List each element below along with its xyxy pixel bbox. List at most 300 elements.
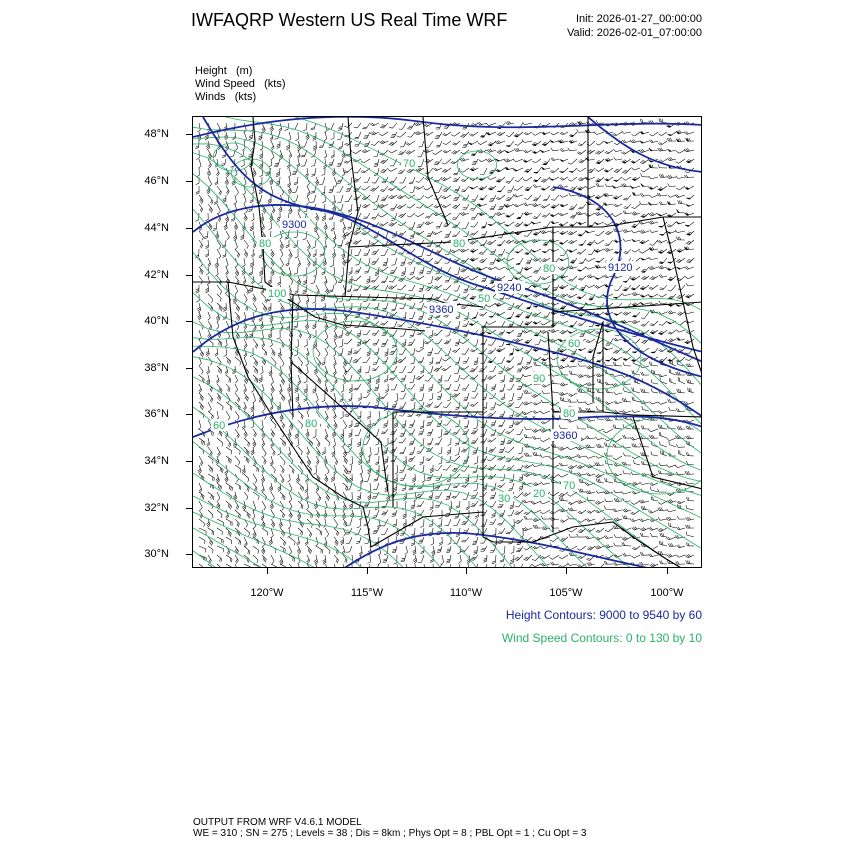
wind-contour-label <box>303 417 320 430</box>
wind-barb <box>224 438 232 447</box>
wind-barb <box>515 310 523 319</box>
wind-barb <box>510 555 514 565</box>
wind-barb <box>385 564 389 568</box>
wind-barb <box>640 443 650 447</box>
wind-barb <box>268 429 275 437</box>
wind-barb <box>533 525 541 528</box>
wind-barb <box>292 185 298 194</box>
wind-barb <box>353 193 361 201</box>
wind-barb <box>594 237 604 244</box>
wind-barb <box>569 534 577 537</box>
wind-barb <box>460 210 469 216</box>
wind-barb <box>676 408 685 412</box>
wind-barb <box>313 267 317 277</box>
wind-barb <box>551 156 559 161</box>
wind-barb <box>391 320 397 329</box>
wind-barb <box>577 183 586 191</box>
wind-barb <box>577 543 586 551</box>
wind-barb <box>587 273 595 279</box>
lat-tick <box>186 508 192 509</box>
wind-barb <box>595 462 604 466</box>
wind-barb <box>439 537 443 545</box>
wind-barb <box>496 165 505 173</box>
wind-barb <box>585 129 595 134</box>
wind-barb <box>331 465 337 475</box>
wind-barb <box>214 474 220 483</box>
wind-barb <box>506 327 514 334</box>
wind-barb <box>649 164 659 168</box>
wind-barb <box>198 546 207 552</box>
wind-barb <box>389 346 397 355</box>
wind-barb <box>400 257 406 267</box>
wind-barb <box>560 516 568 523</box>
wind-barb <box>426 418 433 426</box>
wind-barb <box>498 202 505 211</box>
wind-barb <box>278 438 287 446</box>
wind-barb <box>596 139 604 146</box>
wind-barb <box>650 399 658 405</box>
wind-barb <box>363 400 370 409</box>
wind-barb <box>523 553 532 562</box>
lon-tick <box>367 568 368 574</box>
wind-barb <box>259 150 263 159</box>
wind-barb <box>613 309 622 316</box>
wind-barb <box>250 222 253 231</box>
wind-barb <box>195 141 199 149</box>
wind-barb <box>294 267 298 275</box>
wind-barb <box>577 471 586 476</box>
wind-barb <box>411 501 415 510</box>
wind-barb <box>304 429 310 438</box>
wind-barb <box>311 275 316 284</box>
wind-barb <box>579 256 586 265</box>
wind-barb <box>232 393 240 402</box>
wind-barb <box>196 456 203 466</box>
wind-barb <box>356 329 361 337</box>
wind-barb <box>241 537 248 547</box>
wind-barb <box>641 426 649 429</box>
wind-barb <box>447 447 451 455</box>
wind-barb <box>577 534 586 537</box>
wind-barb <box>668 359 677 366</box>
wind-barb <box>381 508 388 516</box>
wind-barb <box>686 238 694 246</box>
wind-barb <box>543 310 550 319</box>
wind-contour-label <box>531 487 548 500</box>
wind-barb <box>640 129 649 135</box>
wind-barb <box>613 453 622 460</box>
wind-barb <box>364 266 370 274</box>
wind-barb <box>686 256 694 264</box>
wind-barb <box>649 282 658 290</box>
wind-barb <box>650 451 658 456</box>
wind-barb <box>622 398 631 402</box>
wind-barb <box>666 534 676 540</box>
wind-barb <box>550 219 559 225</box>
wind-barb <box>514 490 523 499</box>
wind-barb <box>214 204 221 214</box>
wind-barb <box>223 276 230 284</box>
wind-barb <box>524 193 532 201</box>
wind-barb <box>223 132 228 140</box>
wind-barb <box>354 527 361 537</box>
wind-barb <box>463 329 469 338</box>
wind-barb <box>294 177 298 186</box>
wind-barb <box>514 336 523 343</box>
wind-barb <box>331 357 337 366</box>
wind-barb <box>259 366 264 374</box>
wind-barb <box>223 474 229 483</box>
wind-barb <box>250 258 254 267</box>
wind-barb <box>400 374 406 382</box>
wind-barb <box>215 564 223 568</box>
wind-barb <box>304 348 310 357</box>
wind-barb <box>585 174 595 181</box>
wind-barb <box>558 138 568 144</box>
wind-barb <box>287 537 296 545</box>
wind-barb <box>277 519 283 528</box>
wind-barb <box>410 266 415 275</box>
wind-barb <box>649 147 658 152</box>
wind-barb <box>417 220 424 229</box>
wind-barb <box>214 249 221 259</box>
wind-barb <box>303 276 307 285</box>
wind-barb <box>231 123 235 131</box>
wind-barb <box>241 348 247 357</box>
wind-barb <box>497 427 505 436</box>
wind-barb <box>364 473 370 483</box>
wind-barb <box>286 330 293 338</box>
wind-barb <box>523 498 532 503</box>
wind-barb <box>491 383 496 391</box>
wind-barb <box>374 347 379 355</box>
wind-barb <box>640 525 649 532</box>
wind-barb <box>658 489 667 492</box>
lat-tick <box>186 321 192 322</box>
wind-barb <box>649 525 658 531</box>
wind-barb <box>559 237 568 245</box>
wind-barb <box>578 274 586 282</box>
wind-barb <box>362 202 370 209</box>
wind-barb <box>241 339 248 348</box>
wind-barb <box>250 195 253 203</box>
wind-barb <box>595 426 604 432</box>
wind-barb <box>418 536 424 544</box>
wind-contour-line <box>457 151 496 179</box>
wind-barb <box>541 516 550 519</box>
wind-barb <box>409 446 415 456</box>
boundary-line <box>348 227 553 247</box>
wind-barb <box>524 337 532 345</box>
wind-barb <box>313 510 320 518</box>
wind-barb <box>550 228 559 234</box>
wind-barb <box>463 392 469 402</box>
wind-barb <box>470 229 478 237</box>
wind-barb <box>632 237 640 242</box>
wind-barb <box>408 454 415 462</box>
wind-barb <box>622 534 631 541</box>
wind-barb <box>568 444 577 450</box>
wind-barb <box>416 175 424 184</box>
wind-barb <box>419 456 424 466</box>
wind-barb <box>370 120 379 126</box>
wind-barb <box>658 372 667 377</box>
wind-barb <box>676 264 685 270</box>
wind-barb <box>268 456 274 466</box>
wind-barb <box>513 156 523 162</box>
wind-barb <box>622 291 631 296</box>
wind-barb <box>577 453 586 458</box>
wind-barb <box>578 175 586 182</box>
wind-barb <box>385 438 388 446</box>
wind-barb <box>305 438 314 446</box>
wind-barb <box>650 370 658 375</box>
wind-barb <box>443 400 451 409</box>
wind-barb <box>371 256 379 266</box>
wind-barb <box>498 562 505 568</box>
wind-barb <box>651 346 658 354</box>
wind-barb <box>640 255 649 261</box>
wind-barb <box>595 210 604 216</box>
wind-barb <box>232 555 239 563</box>
wind-barb <box>340 249 346 259</box>
wind-barb <box>559 497 568 501</box>
wind-barb <box>332 555 340 563</box>
wind-barb <box>686 480 694 484</box>
wind-barb <box>621 156 631 164</box>
wind-barb <box>632 480 640 486</box>
wind-barb <box>340 537 344 545</box>
wind-barb <box>427 347 433 357</box>
wind-barb <box>196 195 204 204</box>
wind-barb <box>586 435 595 439</box>
wind-barb <box>347 464 352 474</box>
wind-barb <box>515 139 523 147</box>
wind-barb <box>480 130 487 138</box>
wind-barb <box>587 507 595 514</box>
wind-barb <box>394 420 398 428</box>
wind-barb <box>498 526 505 535</box>
wind-barb <box>506 193 514 202</box>
wind-barb <box>331 510 337 519</box>
wind-barb <box>505 255 514 262</box>
wind-barb <box>196 285 199 293</box>
wind-barb <box>197 267 205 275</box>
wind-barb <box>304 492 309 500</box>
wind-barb <box>243 564 252 568</box>
wind-barb <box>621 525 631 532</box>
wind-barb <box>658 147 667 151</box>
field-label-wind-speed <box>195 78 286 90</box>
wind-barb <box>685 183 694 190</box>
wind-barb <box>349 429 352 438</box>
wind-barb <box>542 211 550 219</box>
wind-barb <box>559 183 568 188</box>
wind-barb <box>531 219 541 225</box>
wind-contour-label <box>211 419 228 432</box>
wind-barb <box>623 193 631 201</box>
wind-barb <box>621 183 631 187</box>
wind-barb <box>363 436 370 445</box>
wind-barb <box>251 357 259 366</box>
wind-barb <box>425 211 433 219</box>
wind-barb <box>685 532 694 537</box>
wind-barb <box>487 436 496 444</box>
lon-label: 105°W <box>536 587 596 599</box>
wind-barb <box>550 471 559 479</box>
wind-barb <box>259 249 262 258</box>
wind-barb <box>371 211 379 220</box>
wind-barb <box>462 346 469 355</box>
wind-barb <box>430 465 433 473</box>
wind-barb <box>331 474 335 482</box>
lon-tick <box>566 568 567 574</box>
wind-barb <box>268 222 272 230</box>
wind-barb <box>331 366 337 375</box>
wind-barb <box>383 419 388 428</box>
wind-barb <box>425 400 433 408</box>
wind-barb <box>595 282 604 289</box>
wind-barb <box>513 165 523 172</box>
wind-barb <box>595 229 604 237</box>
wind-barb <box>372 526 379 534</box>
wind-barb <box>388 165 397 172</box>
wind-barb <box>586 453 595 459</box>
wind-barb <box>313 492 321 501</box>
wind-barb <box>588 247 595 255</box>
wind-barb <box>658 118 667 123</box>
wind-barb <box>358 465 363 474</box>
wind-barb <box>501 546 505 555</box>
wind-barb <box>568 147 577 151</box>
wind-barb <box>394 474 398 483</box>
wind-barb <box>224 294 232 303</box>
wind-barb <box>533 166 541 175</box>
wind-barb <box>205 240 209 249</box>
wind-barb <box>421 474 425 483</box>
wind-barb <box>397 130 406 139</box>
wind-barb <box>595 507 604 513</box>
wind-barb <box>365 365 370 373</box>
wind-barb <box>623 174 631 181</box>
wind-barb <box>525 184 532 192</box>
wind-barb <box>632 408 640 413</box>
wind-barb <box>258 276 262 284</box>
model-info: OUTPUT FROM WRF V4.6.1 MODEL <box>193 817 362 828</box>
wind-barb <box>349 501 353 509</box>
wind-barb <box>551 147 559 151</box>
wind-barb <box>659 256 667 265</box>
wind-barb <box>224 483 234 491</box>
wind-barb <box>586 183 595 190</box>
wind-barb <box>391 455 397 464</box>
wind-barb <box>347 284 352 293</box>
wind-barb <box>541 318 550 326</box>
wind-barb <box>268 150 275 159</box>
wind-barb <box>214 195 217 205</box>
wind-barb <box>389 219 397 227</box>
wind-contour-label <box>496 492 513 505</box>
wind-barb <box>435 130 442 139</box>
wind-barb <box>605 389 613 393</box>
wind-barb <box>340 411 343 419</box>
wind-barb <box>605 417 613 421</box>
wind-barb <box>622 283 631 292</box>
wind-contour-line <box>313 321 397 381</box>
wind-barb <box>438 447 442 455</box>
wind-barb <box>250 393 256 403</box>
wind-contour-label <box>266 287 290 300</box>
wind-barb <box>686 201 694 207</box>
wind-barb <box>417 193 424 201</box>
wind-barb <box>268 483 273 492</box>
wind-barb <box>357 492 361 501</box>
wind-barb <box>632 318 640 324</box>
wind-barb <box>295 249 298 258</box>
wind-barb <box>630 417 640 421</box>
wind-barb <box>286 447 291 456</box>
wind-barb <box>462 427 469 436</box>
wind-barb <box>287 564 294 568</box>
wind-barb <box>604 174 613 182</box>
wind-barb <box>233 447 241 455</box>
wind-barb <box>639 561 649 566</box>
wind-barb <box>304 384 307 393</box>
wind-barb <box>394 465 398 474</box>
wind-barb <box>241 312 247 320</box>
wind-barb <box>596 526 604 534</box>
wind-barb <box>420 420 424 429</box>
wind-barb <box>475 510 479 518</box>
wind-barb <box>322 168 325 176</box>
wind-barb <box>577 372 586 378</box>
wind-barb <box>277 312 284 321</box>
wind-barb <box>684 147 694 152</box>
wind-barb <box>658 246 667 254</box>
wind-barb <box>379 391 388 400</box>
wind-barb <box>523 462 532 469</box>
wind-barb <box>639 147 649 153</box>
wind-barb <box>522 408 532 415</box>
wind-barb <box>338 122 343 131</box>
wind-barb <box>604 238 613 247</box>
wind-barb <box>685 471 694 475</box>
wind-barb <box>534 274 541 282</box>
wind-barb <box>524 129 532 136</box>
wind-barb <box>480 428 487 438</box>
wind-barb <box>463 320 469 328</box>
wind-barb <box>550 246 559 252</box>
wind-barb <box>322 348 328 357</box>
wind-barb <box>232 285 238 294</box>
wind-barb <box>685 488 695 492</box>
wind-barb <box>212 149 217 158</box>
wind-barb <box>533 399 541 406</box>
wind-barb <box>214 321 219 329</box>
wind-barb <box>603 201 613 206</box>
wind-barb <box>295 564 301 568</box>
wind-barb <box>259 501 266 510</box>
wind-barb <box>269 348 277 356</box>
wind-barb <box>355 428 361 437</box>
wind-barb <box>346 293 352 302</box>
wind-barb <box>322 132 327 141</box>
wind-barb <box>354 131 361 140</box>
wind-barb <box>341 483 349 491</box>
wind-barb <box>331 195 336 205</box>
wind-barb <box>314 519 322 528</box>
wind-barb <box>295 357 303 366</box>
